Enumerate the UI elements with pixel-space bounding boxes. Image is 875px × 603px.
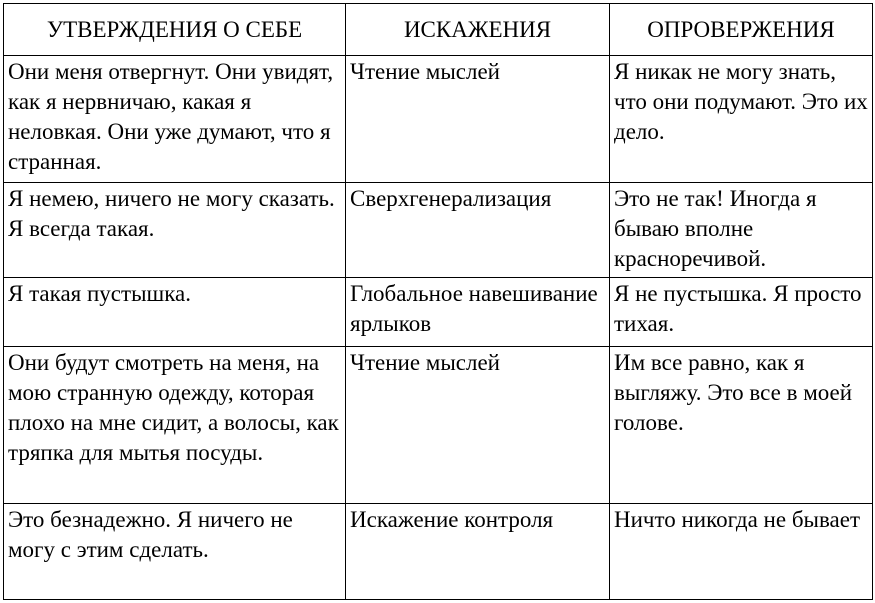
refutation-cell: Я не пустышка. Я просто тихая. bbox=[610, 278, 873, 347]
table-row bbox=[4, 278, 873, 347]
distortion-cell: Искажение контроля bbox=[346, 504, 610, 600]
distortion-cell: Сверхгенерализация bbox=[346, 182, 610, 278]
refutation-cell: Им все равно, как я выгляжу. Это все в моей голове. bbox=[610, 346, 873, 504]
refutation-cell: Ничто никогда не бывает bbox=[610, 504, 873, 600]
header-statements: УТВЕРЖДЕНИЯ О СЕБЕ bbox=[4, 4, 346, 56]
table-row bbox=[4, 346, 873, 504]
table-header bbox=[4, 4, 873, 56]
header-refutations: ОПРОВЕРЖЕНИЯ bbox=[610, 4, 873, 56]
table-body bbox=[4, 56, 873, 600]
refutation-cell: Я никак не могу знать, что они подумают. Это их дело. bbox=[610, 56, 873, 183]
distortion-cell: Глобальное навешивание ярлыков bbox=[346, 278, 610, 347]
table-row bbox=[4, 504, 873, 600]
statement-cell: Я немею, ничего не могу сказать. Я всегда такая. bbox=[4, 182, 346, 278]
statement-cell: Они меня отвергнут. Они увидят, как я нервничаю, какая я неловкая. Они уже думают, что я странная. bbox=[4, 56, 346, 183]
table-row bbox=[4, 182, 873, 278]
distortion-cell: Чтение мыслей bbox=[346, 56, 610, 183]
statement-cell: Это безнадежно. Я ничего не могу с этим сделать. bbox=[4, 504, 346, 600]
refutation-cell: Это не так! Иногда я бываю вполне красноречивой. bbox=[610, 182, 873, 278]
header-row bbox=[4, 4, 873, 56]
cognitive-distortions-table bbox=[3, 3, 873, 600]
header-distortions: ИСКАЖЕНИЯ bbox=[346, 4, 610, 56]
distortion-cell: Чтение мыслей bbox=[346, 346, 610, 504]
table-row bbox=[4, 56, 873, 183]
statement-cell: Я такая пустышка. bbox=[4, 278, 346, 347]
statement-cell: Они будут смотреть на меня, на мою странную одежду, которая плохо на мне сидит, а волосы, как тряпка для мытья посуды. bbox=[4, 346, 346, 504]
